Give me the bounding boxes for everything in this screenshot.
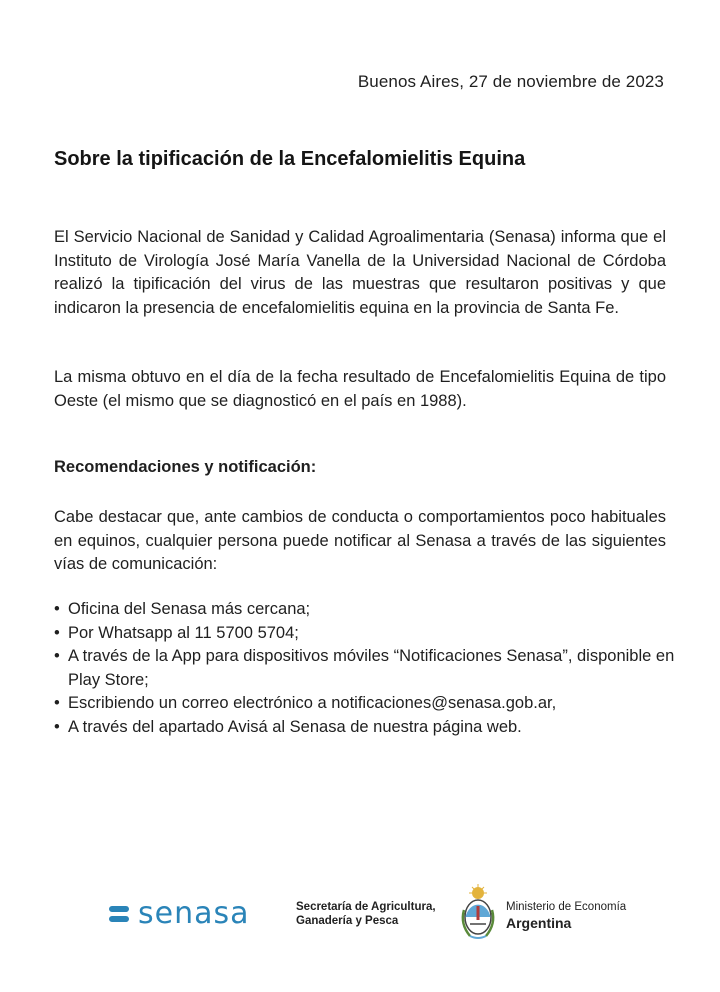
footer-logos [0, 880, 720, 950]
list-item: • Por Whatsapp al 11 5700 5704; [54, 622, 684, 646]
senasa-mark-icon [108, 903, 130, 925]
list-item: • A través de la App para dispositivos móviles “Notificaciones Senasa”, disponible en Play Store; [54, 645, 684, 692]
date-line: Buenos Aires, 27 de noviembre de 2023 [357, 72, 664, 91]
national-coat-of-arms-icon [458, 884, 498, 942]
list-item: • A través del apartado Avisá al Senasa de nuestra página web. [54, 716, 684, 740]
ministerio-line-2: Argentina [506, 915, 572, 931]
senasa-logo [108, 896, 250, 931]
paragraph-intro: El Servicio Nacional de Sanidad y Calidad Agroalimentaria (Senasa) informa que el Instituto de Virología José María Vanella de la Universidad Nacional de Córdoba realizó la tipificación del virus de las muestras que resultaron positivas y que indicaron la presencia de encefalomielitis equina en la provincia de Santa Fe. [54, 228, 666, 317]
senasa-logo-text: senasa [138, 896, 250, 931]
secretaria-line-1: Secretaría de Agricultura, [296, 901, 436, 913]
recommendations-heading: Recomendaciones y notificación: [54, 458, 317, 476]
ministerio-label [506, 900, 626, 932]
secretaria-label [296, 900, 436, 928]
recommendations-intro: Cabe destacar que, ante cambios de conducta o comportamientos poco habituales en equinos, cualquier persona puede notificar al Senasa a través de las siguientes vías de comunicación: [54, 508, 666, 573]
list-item: • Oficina del Senasa más cercana; [54, 598, 684, 622]
notification-channels-list [54, 598, 684, 739]
paragraph-result: La misma obtuvo en el día de la fecha resultado de Encefalomielitis Equina de tipo Oeste (el mismo que se diagnosticó en el país en 1988). [54, 368, 666, 410]
list-item: • Escribiendo un correo electrónico a notificaciones@senasa.gob.ar, [54, 692, 684, 716]
secretaria-line-2: Ganadería y Pesca [296, 915, 399, 927]
ministerio-line-1: Ministerio de Economía [506, 901, 627, 913]
page-title: Sobre la tipificación de la Encefalomielitis Equina [54, 148, 526, 170]
